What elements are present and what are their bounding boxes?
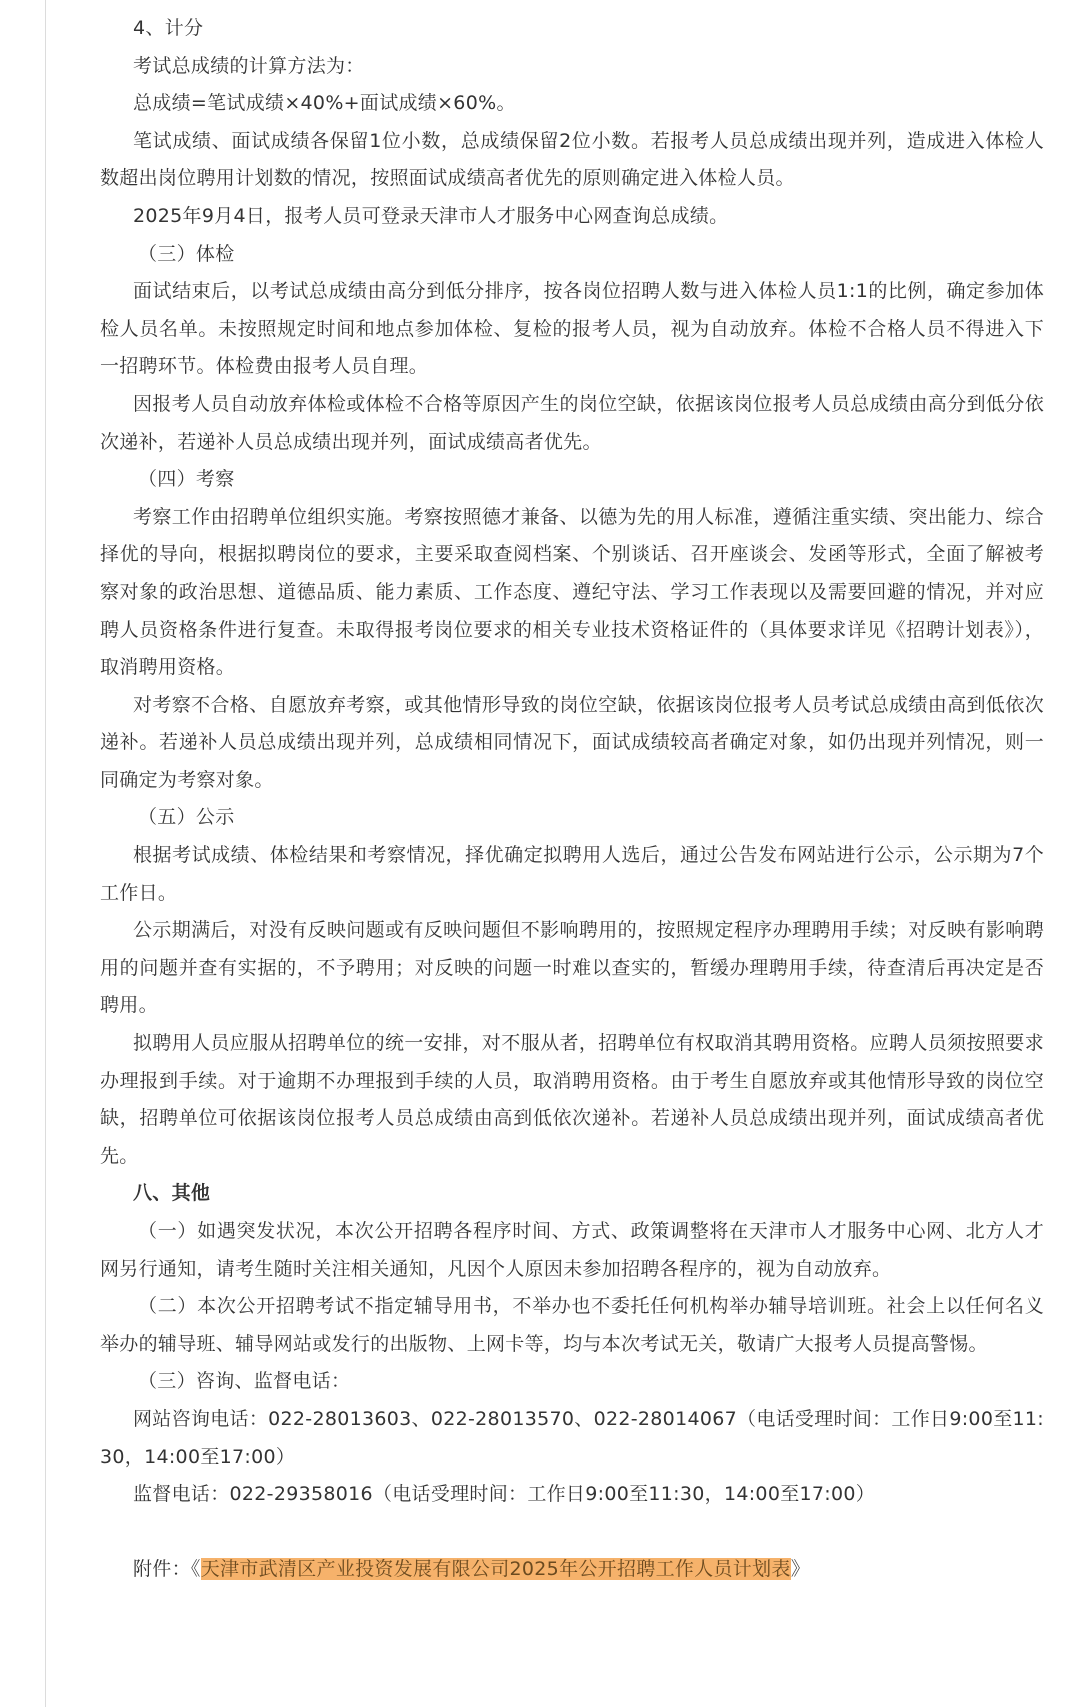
- section-heading-scoring: 4、计分: [133, 17, 204, 39]
- section-heading-publicity: （五）公示: [138, 806, 235, 829]
- paragraph: 考试总成绩的计算方法为：: [133, 54, 365, 77]
- blank-line: [100, 1514, 1044, 1552]
- paragraph: 因报考人员自动放弃体检或体检不合格等原因产生的岗位空缺，依据该岗位报考人员总成绩由高分到低分依次递补，若递补人员总成绩出现并列，面试成绩高者优先。: [100, 392, 1044, 453]
- attachment-label: 附件：: [133, 1558, 191, 1581]
- paragraph: （二）本次公开招聘考试不指定辅导用书，不举办也不委托任何机构举办辅导培训班。社会上以任何名义举办的辅导班、辅导网站或发行的出版物、上网卡等，均与本次考试无关，敬请广大报考人员提高警惕。: [100, 1295, 1044, 1355]
- attachment-link[interactable]: 天津市武清区产业投资发展有限公司2025年公开招聘工作人员计划表: [200, 1558, 791, 1581]
- paragraph: 面试结束后，以考试总成绩由高分到低分排序，按各岗位招聘人数与进入体检人员1:1的比例，确定参加体检人员名单。未按照规定时间和地点参加体检、复检的报考人员，视为自动放弃。体检不合格人员不得进入下一招聘环节。体检费由报考人员自理。: [100, 280, 1044, 378]
- paragraph: （一）如遇突发状况，本次公开招聘各程序时间、方式、政策调整将在天津市人才服务中心网、北方人才网另行通知，请考生随时关注相关通知，凡因个人原因未参加招聘各程序的，视为自动放弃。: [100, 1220, 1044, 1280]
- paragraph: 对考察不合格、自愿放弃考察，或其他情形导致的岗位空缺，依据该岗位报考人员考试总成绩由高到低依次递补。若递补人员总成绩出现并列，总成绩相同情况下，面试成绩较高者确定对象，如仍出现并列情况，则一同确定为考察对象。: [100, 693, 1044, 791]
- paragraph: 公示期满后，对没有反映问题或有反映问题但不影响聘用的，按照规定程序办理聘用手续；对反映有影响聘用的问题并查有实据的，不予聘用；对反映的问题一时难以查实的，暂缓办理聘用手续，待查清后再决定是否聘用。: [100, 919, 1044, 1017]
- paragraph-formula: 总成绩=笔试成绩×40%+面试成绩×60%。: [133, 92, 516, 115]
- paragraph: 根据考试成绩、体检结果和考察情况，择优确定拟聘用人选后，通过公告发布网站进行公示，公示期为7个工作日。: [100, 844, 1044, 904]
- paragraph-phone: 网站咨询电话：022-28013603、022-28013570、022-28014067（电话受理时间：工作日9:00至11:30，14:00至17:00）: [100, 1407, 1044, 1468]
- attachment-line: [100, 1551, 1044, 1589]
- subheading-contact: （三）咨询、监督电话：: [138, 1370, 351, 1393]
- attachment-close-bracket: 》: [790, 1558, 810, 1581]
- attachment-open-bracket: 《: [190, 1558, 201, 1581]
- paragraph: 2025年9月4日，报考人员可登录天津市人才服务中心网查询总成绩。: [133, 204, 729, 227]
- document-body: [100, 10, 1044, 1589]
- section-heading-inspection: （四）考察: [138, 468, 235, 491]
- section-heading-physical-exam: （三）体检: [138, 242, 235, 265]
- paragraph: 拟聘用人员应服从招聘单位的统一安排，对不服从者，招聘单位有权取消其聘用资格。应聘人员须按照要求办理报到手续。对于逾期不办理报到手续的人员，取消聘用资格。由于考生自愿放弃或其他情形导致的岗位空缺，招聘单位可依据该岗位报考人员总成绩由高到低依次递补。若递补人员总成绩出现并列，面试成绩高者优先。: [100, 1032, 1044, 1167]
- paragraph: 笔试成绩、面试成绩各保留1位小数，总成绩保留2位小数。若报考人员总成绩出现并列，造成进入体检人数超出岗位聘用计划数的情况，按照面试成绩高者优先的原则确定进入体检人员。: [100, 129, 1044, 190]
- paragraph: 考察工作由招聘单位组织实施。考察按照德才兼备、以德为先的用人标准，遵循注重实绩、突出能力、综合择优的导向，根据拟聘岗位的要求，主要采取查阅档案、个别谈话、召开座谈会、发函等形式，全面了解被考察对象的政治思想、道德品质、能力素质、工作态度、遵纪守法、学习工作表现以及需要回避的情况，并对应聘人员资格条件进行复查。未取得报考岗位要求的相关专业技术资格证件的（具体要求详见《招聘计划表》），取消聘用资格。: [100, 505, 1044, 679]
- paragraph-supervision-phone: 监督电话：022-29358016（电话受理时间：工作日9:00至11:30，14:00至17:00）: [133, 1483, 876, 1506]
- section-heading-other: 八、其他: [133, 1182, 211, 1205]
- left-border-line: [45, 0, 46, 1707]
